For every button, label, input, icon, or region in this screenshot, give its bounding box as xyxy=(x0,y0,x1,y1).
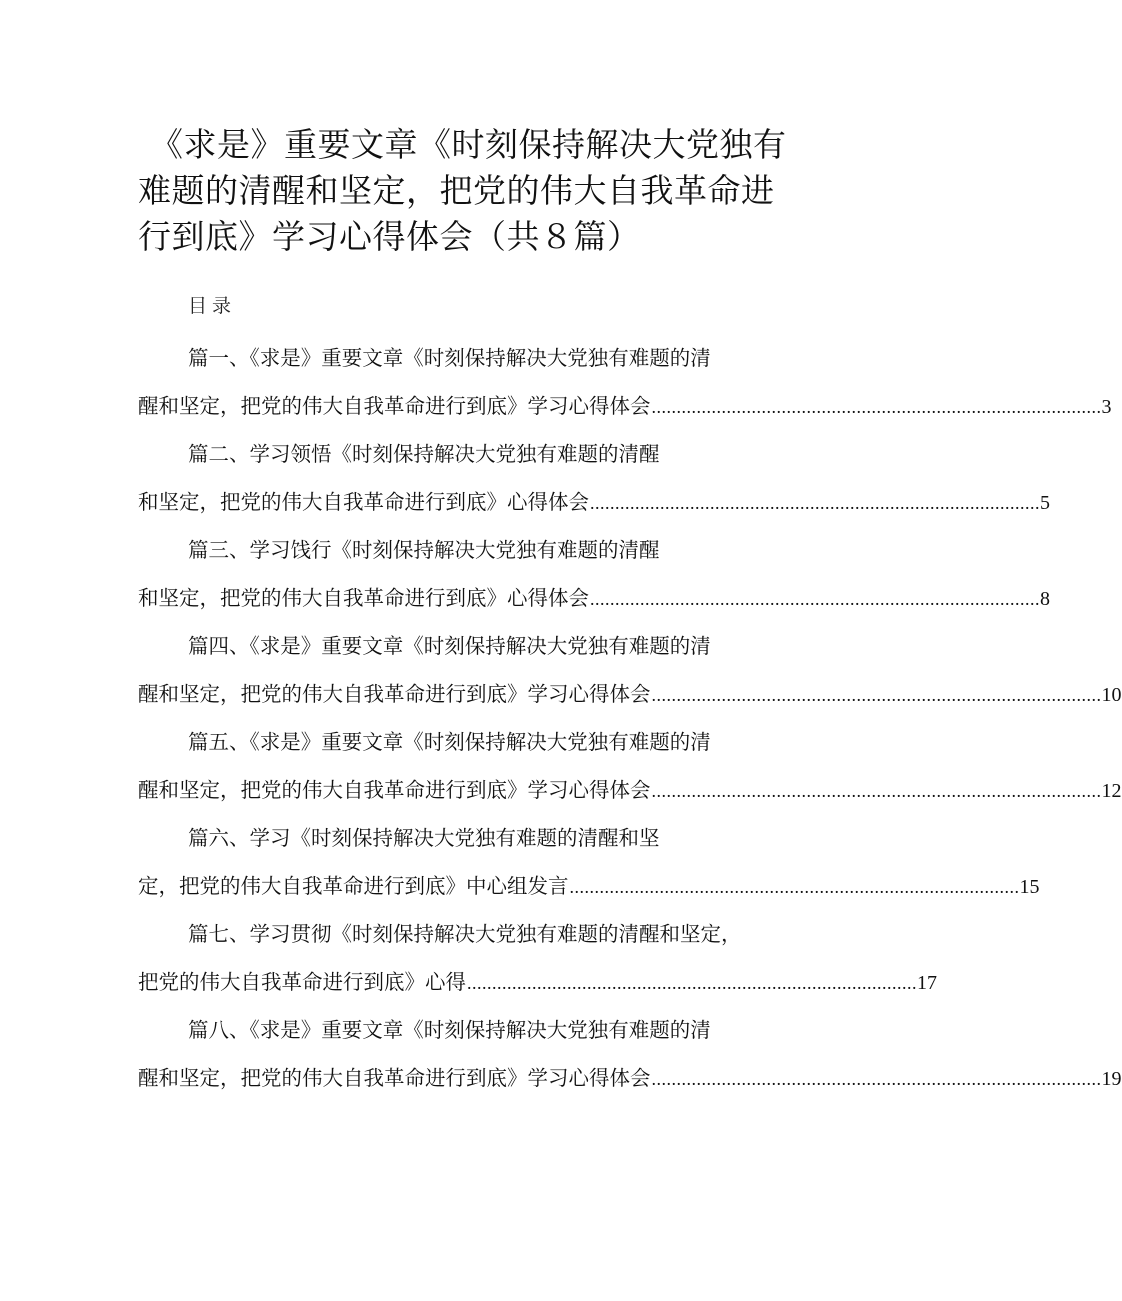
toc-entry-title: 篇五、《求是》重要文章《时刻保持解决大党独有难题的清 xyxy=(188,730,711,754)
dot-leader: .......................................................................................... xyxy=(569,877,1020,897)
toc-entry-title: 篇八、《求是》重要文章《时刻保持解决大党独有难题的清 xyxy=(188,1018,711,1042)
toc-page-number: 8 xyxy=(1040,588,1050,610)
toc-entry-title-continued: 把党的伟大自我革命进行到底》心得 xyxy=(138,970,466,994)
toc-page-number: 5 xyxy=(1040,492,1050,514)
toc-heading: 目录 xyxy=(188,295,237,317)
dot-leader: .......................................................................................... xyxy=(590,589,1040,609)
toc-entry-title: 篇七、学习贯彻《时刻保持解决大党独有难题的清醒和坚定， xyxy=(188,922,742,946)
toc-entry-title-continued: 醒和坚定，把党的伟大自我革命进行到底》学习心得体会 xyxy=(138,682,651,706)
toc-entry-title-continued: 醒和坚定，把党的伟大自我革命进行到底》学习心得体会 xyxy=(138,778,651,802)
toc-entry-title: 篇六、学习《时刻保持解决大党独有难题的清醒和坚 xyxy=(188,826,660,850)
toc-page-number: 19 xyxy=(1101,1068,1122,1090)
toc-entry-title-continued: 醒和坚定，把党的伟大自我革命进行到底》学习心得体会 xyxy=(138,394,651,418)
toc-entry-title: 篇三、学习饯行《时刻保持解决大党独有难题的清醒 xyxy=(188,538,660,562)
toc-entry-title-continued: 和坚定，把党的伟大自我革命进行到底》心得体会 xyxy=(138,586,589,610)
toc-entry-title-continued: 定，把党的伟大自我革命进行到底》中心组发言 xyxy=(138,874,569,898)
dot-leader: .......................................................................................... xyxy=(467,973,917,993)
dot-leader: .......................................................................................... xyxy=(590,493,1040,513)
toc-page-number: 15 xyxy=(1019,876,1040,898)
toc-entry-title-continued: 和坚定，把党的伟大自我革命进行到底》心得体会 xyxy=(138,490,589,514)
dot-leader: .......................................................................................... xyxy=(651,1069,1102,1089)
toc-page-number: 3 xyxy=(1101,396,1112,418)
toc-entry-title: 篇一、《求是》重要文章《时刻保持解决大党独有难题的清 xyxy=(188,346,711,370)
document-title: 《求是》重要文章《时刻保持解决大党独有难题的清醒和坚定，把党的伟大自我革命进行到底》学习心得体会（共８篇） xyxy=(138,125,787,256)
toc-page-number: 17 xyxy=(917,972,937,994)
dot-leader: .......................................................................................... xyxy=(651,685,1102,705)
toc-entry-title: 篇四、《求是》重要文章《时刻保持解决大党独有难题的清 xyxy=(188,634,711,658)
toc-entry-title: 篇二、学习领悟《时刻保持解决大党独有难题的清醒 xyxy=(188,442,660,466)
toc-entry-title-continued: 醒和坚定，把党的伟大自我革命进行到底》学习心得体会 xyxy=(138,1066,651,1090)
toc-page-number: 12 xyxy=(1101,780,1122,802)
dot-leader: .......................................................................................... xyxy=(651,781,1102,801)
toc-page-number: 10 xyxy=(1101,684,1122,706)
dot-leader: .......................................................................................... xyxy=(651,397,1102,417)
